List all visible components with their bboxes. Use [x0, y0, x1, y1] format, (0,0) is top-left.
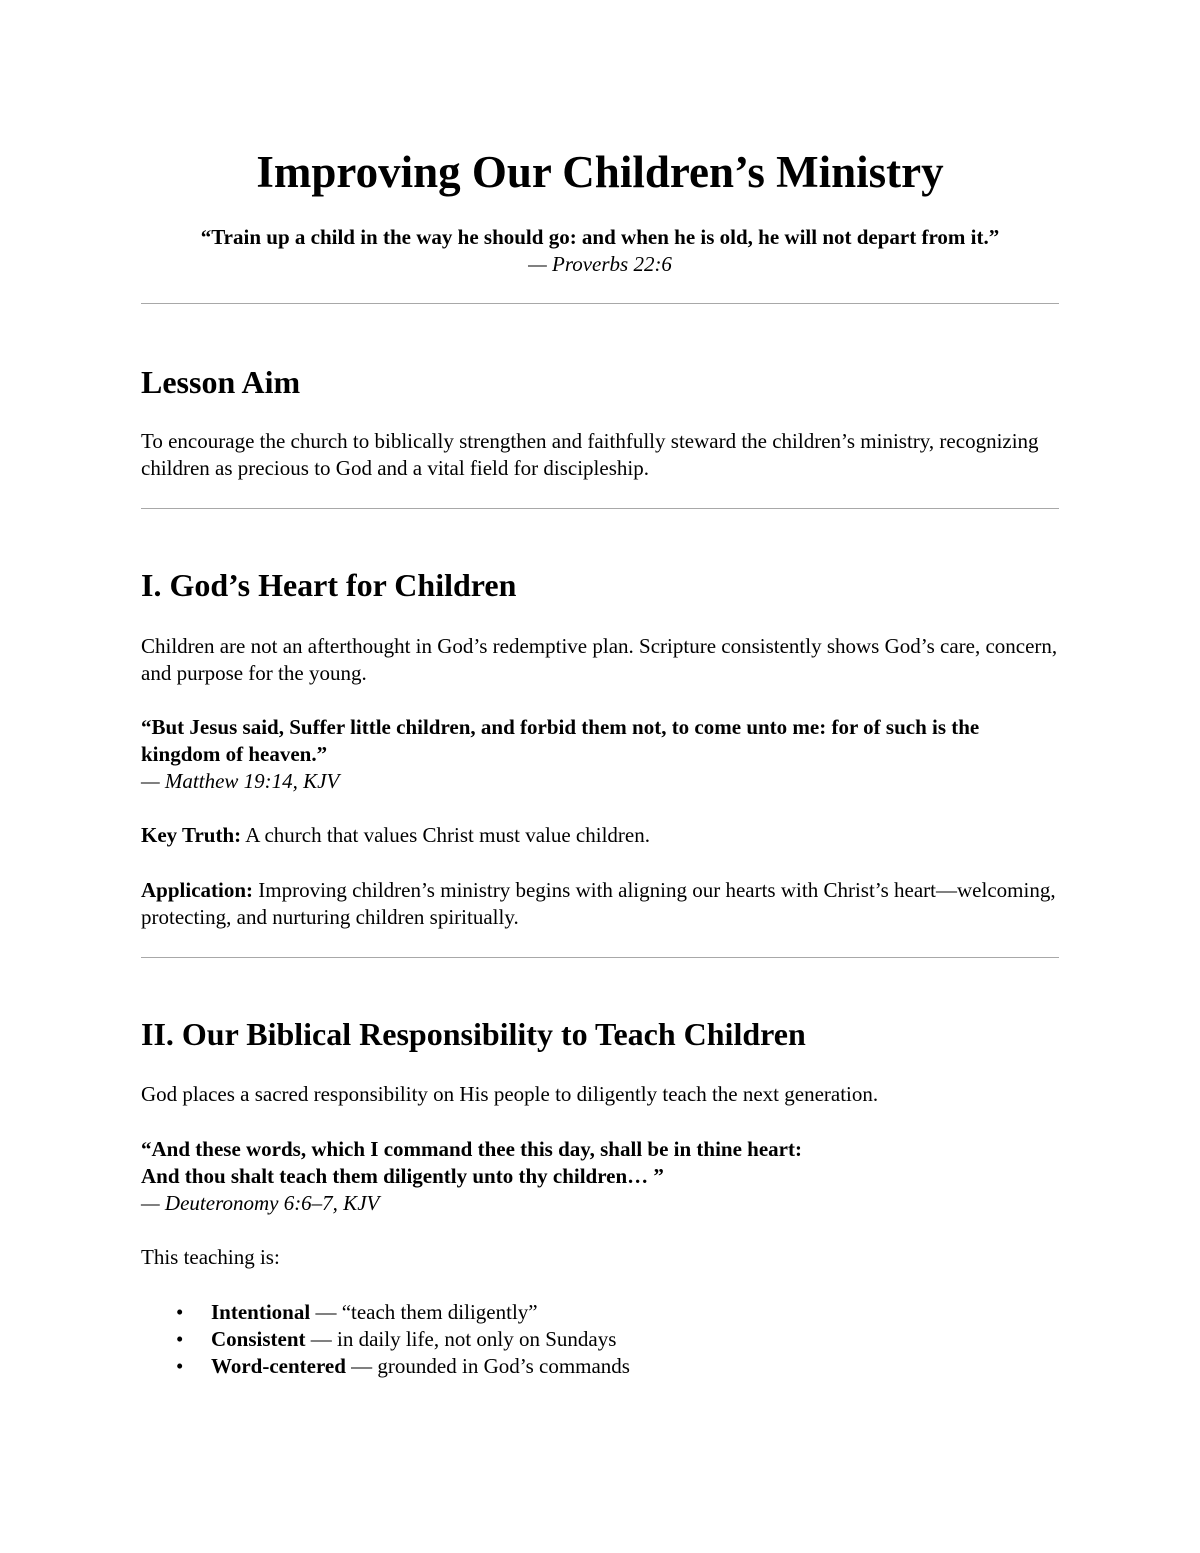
bullet-icon: • [176, 1327, 184, 1351]
teaching-list [141, 1299, 1059, 1380]
section-2-intro: God places a sacred responsibility on His people to diligently teach the next generation. [141, 1082, 879, 1106]
list-item-description: — in daily life, not only on Sundays [305, 1327, 617, 1351]
application [141, 877, 1059, 931]
list-item [141, 1299, 1059, 1326]
list-item-description: — “teach them diligently” [310, 1300, 538, 1324]
epigraph-quote: “Train up a child in the way he should go: and when he is old, he will not depart from it.” [200, 225, 1000, 249]
list-intro: This teaching is: [141, 1245, 280, 1269]
key-truth [141, 822, 1059, 849]
application-text: Improving children’s ministry begins with aligning our hearts with Christ’s heart—welcoming, protecting, and nurturing children spiritually. [141, 878, 1056, 929]
list-item-term: Consistent [211, 1327, 306, 1351]
section-2-verse-block [141, 1136, 1059, 1217]
section-1-intro: Children are not an afterthought in God’s redemptive plan. Scripture consistently shows God’s care, concern, and purpose for the young. [141, 634, 1058, 685]
divider [141, 303, 1059, 304]
section-2-verse-reference: — Deuteronomy 6:6–7, KJV [141, 1191, 380, 1215]
list-item [141, 1326, 1059, 1353]
document-title: Improving Our Children’s Ministry [256, 147, 944, 197]
lesson-aim-heading: Lesson Aim [141, 364, 301, 400]
application-label: Application: [141, 878, 254, 902]
section-1-verse: “But Jesus said, Suffer little children, and forbid them not, to come unto me: for of such is the kingdom of heaven.” [141, 715, 980, 766]
list-item [141, 1353, 1059, 1380]
list-item-description: — grounded in God’s commands [345, 1354, 630, 1378]
section-1-verse-reference: — Matthew 19:14, KJV [141, 769, 340, 793]
divider [141, 508, 1059, 509]
epigraph [141, 224, 1059, 278]
epigraph-reference: — Proverbs 22:6 [528, 252, 672, 276]
section-2-heading: II. Our Biblical Responsibility to Teach Children [141, 1016, 806, 1052]
lesson-aim-text: To encourage the church to biblically strengthen and faithfully steward the children’s ministry, recognizing children as precious to God and a vital field for discipleship. [141, 429, 1039, 480]
key-truth-label: Key Truth: [141, 823, 242, 847]
bullet-icon: • [176, 1354, 184, 1378]
section-2-verse-line-1: “And these words, which I command thee this day, shall be in thine heart: [141, 1137, 802, 1161]
section-1-heading: I. God’s Heart for Children [141, 567, 517, 603]
section-1-verse-block [141, 714, 1059, 795]
list-item-term: Intentional [211, 1300, 311, 1324]
key-truth-text: A church that values Christ must value children. [241, 823, 650, 847]
divider [141, 957, 1059, 958]
list-item-term: Word-centered [211, 1354, 346, 1378]
bullet-icon: • [176, 1300, 184, 1324]
section-2-verse-line-2: And thou shalt teach them diligently unto thy children… ” [141, 1164, 664, 1188]
